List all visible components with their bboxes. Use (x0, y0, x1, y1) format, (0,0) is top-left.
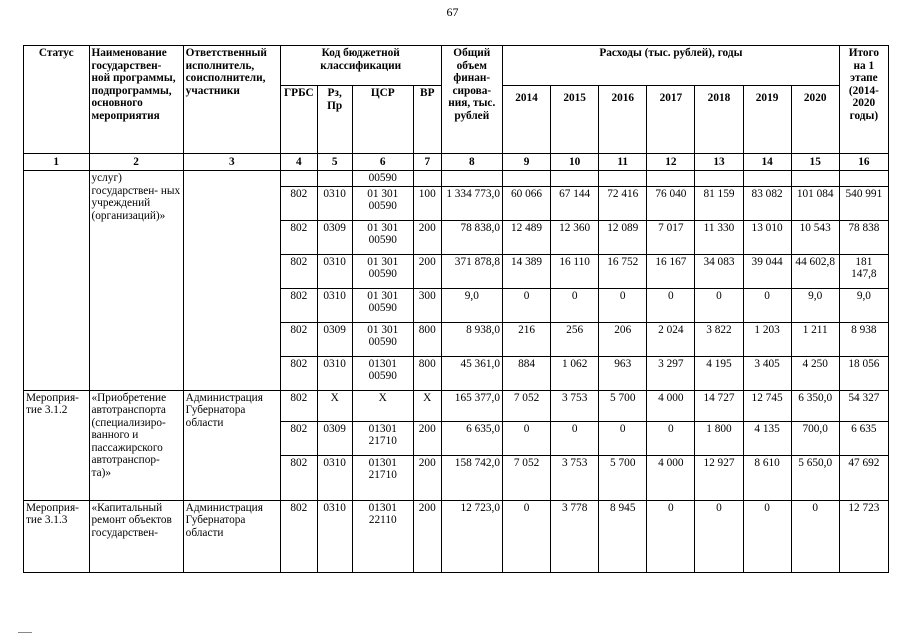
column-number: 14 (743, 154, 791, 171)
year-cell: 12 089 (599, 220, 647, 254)
budget-table (23, 45, 889, 573)
executor-cell-empty (183, 171, 280, 391)
year-cell: 4 000 (647, 390, 695, 421)
year-cell: 0 (551, 421, 599, 455)
year-cell: 44 602,8 (791, 254, 839, 288)
year-cell: 16 110 (551, 254, 599, 288)
year-cell: 81 159 (695, 186, 743, 220)
header-year: 2020 (791, 86, 839, 154)
vr-cell: 200 (413, 500, 441, 572)
header-year: 2017 (647, 86, 695, 154)
column-number: 8 (441, 154, 502, 171)
header-status: Статус (24, 46, 90, 154)
year-cell: 101 084 (791, 186, 839, 220)
year-cell: 963 (599, 356, 647, 390)
total-cell: 165 377,0 (441, 390, 502, 421)
rz-cell: 0310 (317, 288, 352, 322)
itogo-cell: 540 991 (839, 186, 888, 220)
year-cell: 0 (695, 500, 743, 572)
header-executor: Ответственный исполнитель, соисполнители, участники (183, 46, 280, 154)
year-cell: 1 062 (551, 356, 599, 390)
year-cell: 1 203 (743, 322, 791, 356)
year-cell: 34 083 (695, 254, 743, 288)
year-cell: 700,0 (791, 421, 839, 455)
itogo-cell: 181 147,8 (839, 254, 888, 288)
vr-cell: 200 (413, 254, 441, 288)
rz-cell: 0309 (317, 322, 352, 356)
year-cell: 0 (599, 288, 647, 322)
year-cell: 60 066 (502, 186, 550, 220)
column-number: 6 (352, 154, 413, 171)
grbs-cell: 802 (280, 288, 317, 322)
year-cell: 12 489 (502, 220, 550, 254)
year-cell: 3 778 (551, 500, 599, 572)
year-cell: 11 330 (695, 220, 743, 254)
status-cell: Мероприя- тие 3.1.2 (24, 390, 90, 500)
year-cell: 16 752 (599, 254, 647, 288)
column-number: 7 (413, 154, 441, 171)
column-number: 12 (647, 154, 695, 171)
total-cell: 371 878,8 (441, 254, 502, 288)
page-mark (18, 632, 32, 633)
csr-cell: 01301 21710 (352, 421, 413, 455)
header-budget-code: Код бюджетной классификации (280, 46, 441, 86)
grbs-cell: 802 (280, 421, 317, 455)
year-cell: 3 753 (551, 390, 599, 421)
year-cell: 0 (551, 288, 599, 322)
header-year: 2014 (502, 86, 550, 154)
csr-cell: 01301 21710 (352, 455, 413, 500)
csr-cell: 01 301 00590 (352, 186, 413, 220)
year-cell: 76 040 (647, 186, 695, 220)
vr-cell: 800 (413, 356, 441, 390)
year-cell: 16 167 (647, 254, 695, 288)
total-cell: 6 635,0 (441, 421, 502, 455)
column-number: 11 (599, 154, 647, 171)
year-cell: 9,0 (791, 288, 839, 322)
year-cell: 0 (502, 288, 550, 322)
year-cell: 0 (695, 288, 743, 322)
grbs-cell: 802 (280, 500, 317, 572)
itogo-cell: 78 838 (839, 220, 888, 254)
header-total: Общий объем финан- сирова- ния, тыс. рублей (441, 46, 502, 154)
rz-cell-empty (317, 171, 352, 187)
column-number: 1 (24, 154, 90, 171)
table-row (24, 500, 889, 572)
csr-cell: 01 301 00590 (352, 220, 413, 254)
year-cell: 0 (743, 500, 791, 572)
column-number: 5 (317, 154, 352, 171)
year-cell: 4 135 (743, 421, 791, 455)
executor-cell: Администрация Губернатора области (183, 390, 280, 500)
rz-cell: 0310 (317, 356, 352, 390)
column-number: 13 (695, 154, 743, 171)
year-cell: 39 044 (743, 254, 791, 288)
header-vr: ВР (413, 86, 441, 154)
column-number: 9 (502, 154, 550, 171)
total-cell: 158 742,0 (441, 455, 502, 500)
executor-cell: Администрация Губернатора области (183, 500, 280, 572)
year-cell: 0 (502, 421, 550, 455)
csr-cell: Х (352, 390, 413, 421)
year-cell: 4 195 (695, 356, 743, 390)
vr-cell: 200 (413, 421, 441, 455)
year-cell: 0 (599, 421, 647, 455)
header-itogo: Итого на 1 этапе (2014- 2020 годы) (839, 46, 888, 154)
program-name-cell: «Капитальный ремонт объектов государствен- (89, 500, 183, 572)
year-cell: 0 (743, 288, 791, 322)
grbs-cell: 802 (280, 390, 317, 421)
csr-cell: 00590 (352, 171, 413, 187)
year-cell: 67 144 (551, 186, 599, 220)
year-cell: 0 (647, 288, 695, 322)
total-cell: 78 838,0 (441, 220, 502, 254)
year-cell: 5 650,0 (791, 455, 839, 500)
year-cell: 0 (502, 500, 550, 572)
itogo-cell: 54 327 (839, 390, 888, 421)
page-number: 67 (446, 5, 459, 19)
year-cell: 10 543 (791, 220, 839, 254)
total-cell: 12 723,0 (441, 500, 502, 572)
vr-cell: 800 (413, 322, 441, 356)
header-grbs: ГРБС (280, 86, 317, 154)
year-cell: 256 (551, 322, 599, 356)
total-cell: 9,0 (441, 288, 502, 322)
year-cell: 6 350,0 (791, 390, 839, 421)
header-year: 2016 (599, 86, 647, 154)
year-cell: 7 052 (502, 390, 550, 421)
vr-cell: 300 (413, 288, 441, 322)
year-cell: 14 389 (502, 254, 550, 288)
status-cell-empty (24, 171, 90, 391)
year-cell: 72 416 (599, 186, 647, 220)
rz-cell: Х (317, 390, 352, 421)
year-cell: 3 822 (695, 322, 743, 356)
itogo-cell: 9,0 (839, 288, 888, 322)
grbs-cell: 802 (280, 322, 317, 356)
year-cell: 5 700 (599, 390, 647, 421)
year-cell: 884 (502, 356, 550, 390)
vr-cell: 200 (413, 455, 441, 500)
total-cell: 45 361,0 (441, 356, 502, 390)
total-cell: 1 334 773,0 (441, 186, 502, 220)
grbs-cell: 802 (280, 455, 317, 500)
year-cell: 3 297 (647, 356, 695, 390)
program-name-cell: услуг) государствен- ных учреждений (организаций)» (89, 171, 183, 391)
year-cell: 0 (647, 421, 695, 455)
rz-cell: 0310 (317, 254, 352, 288)
year-cell: 5 700 (599, 455, 647, 500)
year-cell: 12 745 (743, 390, 791, 421)
year-cell: 8 610 (743, 455, 791, 500)
column-number: 4 (280, 154, 317, 171)
program-name-cell: «Приобретение автотранспорта (специализиро- ванного и пассажирского автотранспор- та)» (89, 390, 183, 500)
total-cell-empty (441, 171, 502, 187)
csr-cell: 01 301 00590 (352, 322, 413, 356)
year-cell: 1 211 (791, 322, 839, 356)
rz-cell: 0309 (317, 421, 352, 455)
itogo-cell: 18 056 (839, 356, 888, 390)
grbs-cell: 802 (280, 254, 317, 288)
year-cell: 3 405 (743, 356, 791, 390)
year-cell: 7 052 (502, 455, 550, 500)
grbs-cell: 802 (280, 186, 317, 220)
grbs-cell: 802 (280, 356, 317, 390)
grbs-cell-empty (280, 171, 317, 187)
header-year: 2019 (743, 86, 791, 154)
year-cell: 0 (791, 500, 839, 572)
vr-cell: 200 (413, 220, 441, 254)
csr-cell: 01 301 00590 (352, 254, 413, 288)
rz-cell: 0309 (317, 220, 352, 254)
year-cell: 3 753 (551, 455, 599, 500)
status-cell: Мероприя- тие 3.1.3 (24, 500, 90, 572)
total-cell: 8 938,0 (441, 322, 502, 356)
year-cell: 8 945 (599, 500, 647, 572)
rz-cell: 0310 (317, 186, 352, 220)
header-year: 2018 (695, 86, 743, 154)
column-number: 3 (183, 154, 280, 171)
vr-cell-empty (413, 171, 441, 187)
rz-cell: 0310 (317, 500, 352, 572)
csr-cell: 01 301 00590 (352, 288, 413, 322)
itogo-cell: 6 635 (839, 421, 888, 455)
grbs-cell: 802 (280, 220, 317, 254)
year-cell: 14 727 (695, 390, 743, 421)
itogo-cell: 12 723 (839, 500, 888, 572)
column-number: 2 (89, 154, 183, 171)
header-name: Наименование государствен- ной программы, подпрограммы, основного мероприятия (89, 46, 183, 154)
header-year: 2015 (551, 86, 599, 154)
year-cell: 2 024 (647, 322, 695, 356)
column-number: 15 (791, 154, 839, 171)
year-cell: 7 017 (647, 220, 695, 254)
year-cell: 1 800 (695, 421, 743, 455)
column-number: 16 (839, 154, 888, 171)
table-row (24, 390, 889, 421)
year-cell: 13 010 (743, 220, 791, 254)
itogo-cell: 47 692 (839, 455, 888, 500)
column-number: 10 (551, 154, 599, 171)
year-cell: 83 082 (743, 186, 791, 220)
header-rzpr: Рз, Пр (317, 86, 352, 154)
itogo-cell: 8 938 (839, 322, 888, 356)
year-cell: 206 (599, 322, 647, 356)
year-cell: 216 (502, 322, 550, 356)
rz-cell: 0310 (317, 455, 352, 500)
year-cell: 0 (647, 500, 695, 572)
vr-cell: Х (413, 390, 441, 421)
year-cell: 12 927 (695, 455, 743, 500)
year-cell: 4 000 (647, 455, 695, 500)
year-cell: 4 250 (791, 356, 839, 390)
csr-cell: 01301 22110 (352, 500, 413, 572)
year-cell: 12 360 (551, 220, 599, 254)
header-csr: ЦСР (352, 86, 413, 154)
header-expenses: Расходы (тыс. рублей), годы (502, 46, 839, 86)
vr-cell: 100 (413, 186, 441, 220)
csr-cell: 01301 00590 (352, 356, 413, 390)
